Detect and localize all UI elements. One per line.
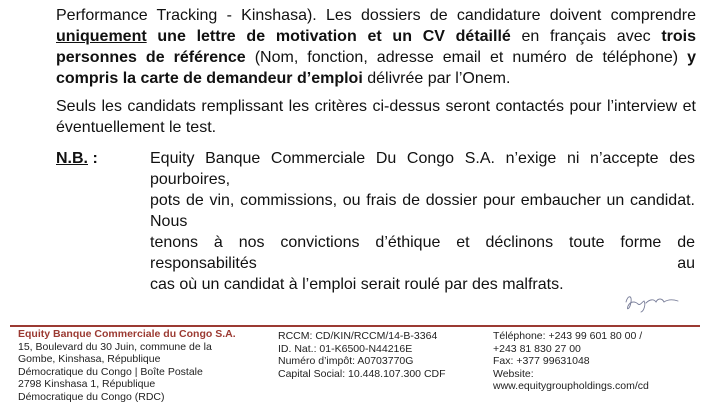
- paragraph-contact-notice: [56, 96, 696, 138]
- footer-contact-block: [493, 330, 703, 393]
- nb-label: N.B. :: [56, 150, 98, 167]
- paragraph-line: Equity Banque Commerciale Du Congo S.A. n’exige ni n’accepte des pourboires,: [150, 150, 695, 188]
- paragraph-line: uniquement une lettre de motivation et un CV détaillé en français avec trois: [56, 28, 696, 45]
- paragraph-line: pots de vin, commissions, ou frais de dossier pour embaucher un candidat. Nous: [150, 192, 695, 230]
- nb-paragraph: [150, 148, 695, 295]
- address-line: 15, Boulevard du 30 Juin, commune de la: [18, 340, 212, 353]
- phone-line: Téléphone: +243 99 601 80 00 /: [493, 330, 643, 342]
- paragraph-line: tenons à nos convictions d’éthique et déclinons toute forme de responsabilités au: [150, 234, 695, 272]
- registry-line: Numéro d’impôt: A0703770G: [278, 355, 414, 367]
- phone-line: +243 81 830 27 00: [493, 342, 581, 355]
- footer-company-block: [18, 328, 268, 403]
- emphasis-uniquement: uniquement: [56, 28, 147, 45]
- company-name: Equity Banque Commerciale du Congo S.A.: [18, 328, 236, 340]
- registry-line: ID. Nat.: 01-K6500-N44216E: [278, 342, 413, 355]
- paragraph-application-requirements: [56, 5, 696, 89]
- paragraph-line: cas où un candidat à l’emploi serait roulé par des malfrats.: [150, 276, 564, 293]
- paragraph-line: compris la carte de demandeur d’emploi délivrée par l’Onem.: [56, 70, 511, 87]
- website-link[interactable]: www.equitygroupholdings.com/cd: [493, 380, 649, 392]
- footer-divider: [10, 325, 700, 327]
- address-line: Démocratique du Congo | Boîte Postale: [18, 365, 203, 378]
- address-line: 2798 Kinshasa 1, République: [18, 378, 156, 390]
- registry-line: RCCM: CD/KIN/RCCM/14-B-3364: [278, 330, 438, 342]
- paragraph-line: Seuls les candidats remplissant les critères ci-dessus seront contactés pour l’interview et: [56, 98, 696, 115]
- paragraph-line: éventuellement le test.: [56, 119, 217, 136]
- address-line: Gombe, Kinshasa, République: [18, 353, 161, 365]
- handwritten-signature: [622, 292, 682, 314]
- website-label: Website:: [493, 367, 534, 380]
- footer-registry-block: [278, 330, 478, 380]
- paragraph-line: personnes de référence (Nom, fonction, adresse email et numéro de téléphone) y: [56, 49, 696, 66]
- address-line: Démocratique du Congo (RDC): [18, 390, 165, 403]
- paragraph-line: Performance Tracking - Kinshasa). Les dossiers de candidature doivent comprendre: [56, 7, 696, 24]
- fax-line: Fax: +377 99631048: [493, 355, 590, 367]
- registry-line: Capital Social: 10.448.107.300 CDF: [278, 367, 446, 380]
